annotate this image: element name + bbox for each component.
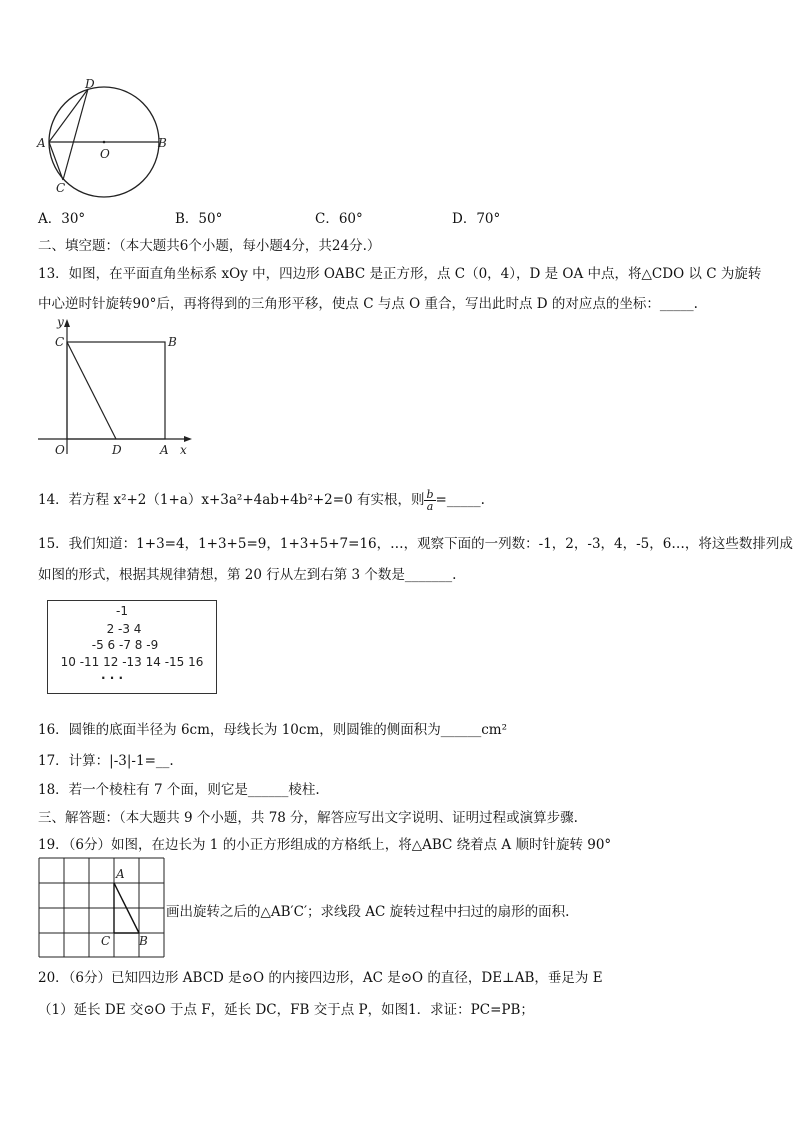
- frac-denominator: a: [426, 500, 434, 513]
- grid-figure: [38, 857, 166, 959]
- q14-line: [38, 488, 485, 512]
- q20-line2: （1）延长 DE 交⊙O 于点 F，延长 DC，FB 交于点 P，如图1．求证：PC=PB；: [38, 1002, 534, 1018]
- triangle-ellipsis: · · ·: [100, 671, 124, 685]
- fraction-b-over-a: [424, 489, 435, 512]
- triangle-row-1: -1: [116, 604, 128, 618]
- option-b: B．50°: [175, 211, 223, 227]
- chord-ad: [49, 89, 88, 142]
- y-arrow: [64, 319, 70, 327]
- q13-line2: 中心逆时针旋转90°后，再将得到的三角形平移，使点 C 与点 O 重合，写出此时点 D 的对应点的坐标：_____.: [38, 296, 698, 312]
- label-x: x: [180, 443, 187, 457]
- triangle-row-3: -5 6 -7 8 -9: [91, 638, 159, 652]
- q14-text-after: =_____.: [435, 492, 485, 508]
- section3-heading: 三、解答题：（本大题共 9 个小题，共 78 分，解答应写出文字说明、证明过程或演算步骤.: [38, 810, 578, 826]
- label-c: C: [56, 181, 66, 195]
- square-oabc: [67, 342, 165, 439]
- label-b: B: [168, 335, 177, 349]
- label-b: B: [158, 136, 167, 150]
- center-dot: [103, 141, 106, 144]
- triangle-row-4: 10 -11 12 -13 14 -15 16: [60, 655, 204, 669]
- number-triangle: [47, 600, 217, 694]
- q18-text: 18．若一个棱柱有 7 个面，则它是______棱柱.: [38, 782, 320, 798]
- label-o: O: [55, 443, 65, 457]
- label-c: C: [101, 934, 111, 948]
- triangle-row-2: 2 -3 4: [106, 622, 142, 636]
- segment-cd: [67, 342, 116, 439]
- circle-figure: [30, 76, 180, 198]
- section2-heading: 二、填空题：（本大题共6个小题，每小题4分，共24分.）: [38, 238, 381, 254]
- q16-text: 16．圆锥的底面半径为 6cm，母线长为 10cm，则圆锥的侧面积为______cm²: [38, 722, 508, 738]
- q15-line1: 15．我们知道：1+3=4，1+3+5=9，1+3+5+7=16，…，观察下面的一列数：-1，2，-3，4，-5，6…，将这些数排列成: [38, 536, 793, 552]
- label-c: C: [55, 335, 65, 349]
- q14-text-before: 14．若方程 x²+2（1+a）x+3a²+4ab+4b²+2=0 有实根，则: [38, 492, 425, 508]
- label-a: A: [160, 443, 169, 457]
- chord-ac: [49, 142, 63, 180]
- label-b: B: [139, 934, 148, 948]
- label-o: O: [100, 147, 110, 161]
- option-a: A．30°: [38, 211, 86, 227]
- q17-text: 17．计算：|-3|-1=__.: [38, 753, 174, 769]
- frac-numerator: b: [426, 488, 434, 501]
- q20-line1: 20．（6分）已知四边形 ABCD 是⊙O 的内接四边形，AC 是⊙O 的直径，DE⊥AB，垂足为 E: [38, 970, 603, 986]
- label-a: A: [116, 867, 125, 881]
- chord-dc: [63, 89, 88, 180]
- square-figure: [32, 314, 200, 460]
- label-y: y: [57, 315, 64, 329]
- label-d: D: [85, 77, 95, 91]
- option-d: D．70°: [452, 211, 501, 227]
- q13-line1: 13．如图，在平面直角坐标系 xOy 中，四边形 OABC 是正方形，点 C（0，4），D 是 OA 中点，将△CDO 以 C 为旋转: [38, 266, 762, 282]
- x-arrow: [184, 436, 192, 442]
- label-d: D: [112, 443, 122, 457]
- label-a: A: [37, 136, 46, 150]
- q19-line2: 画出旋转之后的△AB′C′；求线段 AC 旋转过程中扫过的扇形的面积.: [166, 904, 570, 920]
- q15-line2: 如图的形式，根据其规律猜想，第 20 行从左到右第 3 个数是_______.: [38, 567, 457, 583]
- option-c: C．60°: [315, 211, 363, 227]
- q19-line1: 19．（6分）如图，在边长为 1 的小正方形组成的方格纸上，将△ABC 绕着点 A 顺时针旋转 90°: [38, 837, 612, 853]
